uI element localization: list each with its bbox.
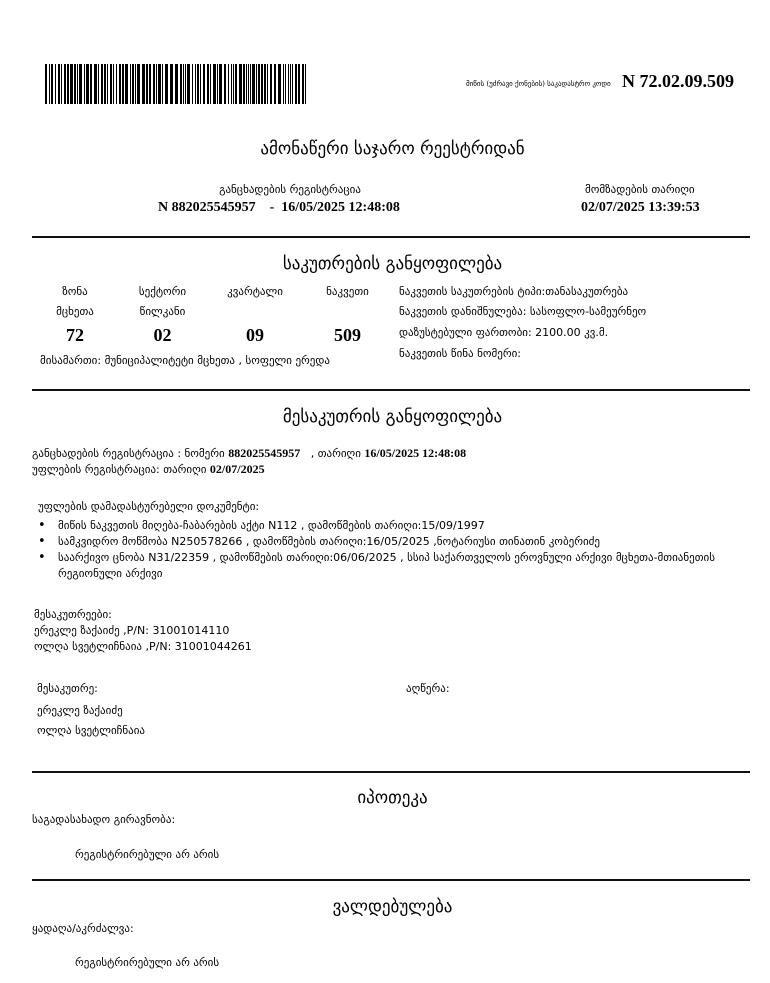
barcode-bar	[84, 64, 85, 104]
barcode-bar	[197, 64, 199, 104]
barcode-bar	[162, 64, 163, 104]
quarter-value: 09	[246, 325, 264, 345]
barcode-bar	[122, 64, 124, 104]
app-reg-prefix: განცხადების რეგისტრაცია : ნომერი	[32, 447, 225, 460]
barcode-bar	[51, 64, 53, 104]
barcode-bar	[235, 64, 237, 104]
zone-name: მცხეთა	[56, 305, 94, 318]
document-title: ამონაწერი საჯარო რეესტრიდან	[260, 139, 525, 159]
barcode-bar	[217, 64, 218, 104]
barcode-bar	[77, 64, 78, 104]
parcel-area-label: დაზუსტებული ფართობი:	[399, 326, 532, 339]
ownership-type-value: თანასაკუთრება	[545, 285, 629, 298]
quarter-label: კვარტალი	[227, 285, 283, 298]
barcode-bar	[290, 64, 291, 104]
barcode-bar	[137, 64, 140, 104]
app-reg-date-label: , თარიღი	[310, 447, 361, 460]
barcode-bar	[142, 64, 145, 104]
barcode-bar	[158, 64, 161, 104]
barcode-bar	[119, 64, 121, 104]
barcode-bar	[203, 64, 205, 104]
barcode-bar	[180, 64, 182, 104]
barcode-bar	[258, 64, 260, 104]
barcode-bar	[210, 64, 211, 104]
app-reg-date: 16/05/2025 12:48:08	[364, 446, 467, 460]
barcode-bar	[267, 64, 268, 104]
barcode-bar	[125, 64, 128, 104]
barcode-bar	[283, 64, 284, 104]
owner-section-title: მესაკუთრის განყოფილება	[282, 407, 503, 427]
barcode-bar	[288, 64, 289, 104]
barcode-bar	[305, 64, 306, 104]
barcode-bar	[246, 64, 247, 104]
barcode-bar	[224, 64, 226, 104]
ownership-type-label: ნაკვეთის საკუთრების ტიპი:	[399, 285, 546, 298]
barcode-bar	[261, 64, 263, 104]
barcode-bar	[135, 64, 136, 104]
mortgage-section-title: იპოთეკა	[357, 788, 428, 808]
barcode-bar	[86, 64, 89, 104]
barcode-bar	[248, 64, 249, 104]
barcode-bar	[256, 64, 257, 104]
parcel-area-value: 2100.00 კვ.მ.	[535, 326, 609, 339]
sector-label: სექტორი	[138, 285, 187, 298]
description-label: აღწერა:	[406, 682, 450, 695]
barcode-bar	[252, 64, 255, 104]
barcode-bar	[90, 64, 92, 104]
parcel-value: 509	[334, 325, 361, 345]
list-item: • სამკვიდრო მოწმობა N250578266 , დამოწმების თარიღი:16/05/2025 ,ნოტარიუსი თინათინ კობერიძე	[38, 534, 718, 550]
barcode-bar	[207, 64, 209, 104]
application-reg-label: განცხადების რეგისტრაცია	[219, 183, 361, 196]
parcel-area	[399, 326, 608, 339]
barcode-bar	[79, 64, 82, 104]
sector-name: წილკანი	[139, 305, 186, 318]
barcode-bar	[55, 64, 56, 104]
barcode-bar	[49, 64, 50, 104]
barcode-bar	[101, 64, 103, 104]
barcode-bar	[149, 64, 151, 104]
mortgage-subject-label: საგადასახადო გირავნობა:	[32, 813, 176, 826]
barcode-bar	[153, 64, 155, 104]
app-reg-number: 882025545957	[228, 446, 301, 460]
barcode-bar	[200, 64, 201, 104]
parcel-purpose	[399, 305, 646, 318]
barcode-bar	[67, 64, 69, 104]
barcode-bar	[170, 64, 173, 104]
owner-entry: ერეკლე ზაქაიძე ,P/N: 31001014110	[34, 624, 230, 637]
barcode-bar	[146, 64, 148, 104]
barcode-bar	[274, 64, 276, 104]
address-label: მისამართი:	[40, 354, 102, 367]
divider	[32, 771, 750, 773]
barcode-bar	[243, 64, 245, 104]
cadastral-code: N 72.02.09.509	[622, 71, 734, 91]
liability-status: რეგისტრირებული არ არის	[75, 956, 220, 969]
owner-name: ოლღა სვეტლიჩნაია	[37, 724, 146, 737]
divider	[32, 389, 750, 391]
barcode-bar	[302, 64, 304, 104]
barcode-bar	[250, 64, 251, 104]
application-registration	[32, 446, 466, 461]
barcode-bar	[298, 64, 300, 104]
barcode-bar	[233, 64, 234, 104]
barcode-bar	[264, 64, 266, 104]
divider	[32, 236, 750, 238]
documents-label: უფლების დამადასტურებელი დოკუმენტი:	[38, 500, 260, 513]
barcode-bar	[239, 64, 242, 104]
barcode-bar	[116, 64, 117, 104]
barcode-bar	[165, 64, 168, 104]
ownership-type	[399, 285, 628, 298]
parcel-label: ნაკვეთი	[326, 285, 369, 298]
parcel-purpose-value: სასოფლო-სამეურნეო	[529, 305, 647, 318]
liability-subject-label: ყადაღა/აკრძალვა:	[32, 922, 134, 935]
barcode-bar	[45, 64, 47, 104]
barcode-bar	[192, 64, 193, 104]
barcode-bar	[74, 64, 76, 104]
barcode-bar	[94, 64, 97, 104]
owner-entry: ოლღა სვეტლიჩნაია ,P/N: 31001044261	[34, 640, 252, 653]
divider	[32, 879, 750, 881]
barcode-bar	[64, 64, 66, 104]
right-registration	[32, 462, 265, 477]
barcode-bar	[175, 64, 178, 104]
barcode-bar	[228, 64, 229, 104]
barcode-bar	[58, 64, 60, 104]
barcode-bar	[70, 64, 73, 104]
barcode-bar	[292, 64, 293, 104]
barcode	[45, 64, 315, 104]
property-section-title: საკუთრების განყოფილება	[282, 254, 503, 274]
documents-list	[38, 518, 718, 582]
barcode-bar	[61, 64, 62, 104]
barcode-bar	[183, 64, 184, 104]
barcode-bar	[295, 64, 297, 104]
zone-value: 72	[66, 325, 84, 345]
barcode-bar	[270, 64, 272, 104]
barcode-bar	[132, 64, 134, 104]
cadastral-code-label: მიწის (უძრავი ქონების) საკადასტრო კოდი	[466, 80, 611, 88]
right-reg-label: უფლების რეგისტრაცია: თარიღი	[32, 463, 207, 476]
right-reg-date: 02/07/2025	[209, 462, 265, 476]
barcode-bar	[278, 64, 281, 104]
list-item: • მიწის ნაკვეთის მიღება-ჩაბარების აქტი N112 , დამოწმების თარიღი:15/09/1997	[38, 518, 718, 534]
parcel-purpose-label: ნაკვეთის დანიშნულება:	[399, 305, 527, 318]
barcode-bar	[113, 64, 114, 104]
barcode-bar	[187, 64, 190, 104]
barcode-bar	[107, 64, 108, 104]
application-reg-value: N 882025545957 - 16/05/2025 12:48:08	[158, 200, 400, 215]
owner-name: ერეკლე ზაქაიძე	[37, 704, 123, 717]
owners-label: მესაკუთრეები:	[34, 608, 112, 621]
address-value: მუნიციპალიტეტი მცხეთა , სოფელი ერედა	[104, 354, 330, 367]
barcode-bar	[219, 64, 222, 104]
preparation-date-label: მომზადების თარიღი	[585, 183, 695, 196]
address	[40, 354, 330, 367]
zone-label: ზონა	[62, 285, 88, 298]
barcode-bar	[285, 64, 286, 104]
barcode-bar	[156, 64, 157, 104]
sector-value: 02	[153, 325, 172, 345]
list-item: • საარქივო ცნობა N31/22359 , დამოწმების თარიღი:06/06/2025 , სსიპ საქართველოს ეროვნული არქივი მცხეთა-მთიანეთის რეგიონული არქივი	[38, 550, 718, 582]
mortgage-status: რეგისტრირებული არ არის	[75, 848, 220, 861]
barcode-bar	[110, 64, 112, 104]
barcode-bar	[130, 64, 131, 104]
barcode-bar	[185, 64, 186, 104]
preparation-date-value: 02/07/2025 13:39:53	[581, 200, 700, 215]
previous-number-label: ნაკვეთის წინა ნომერი:	[399, 347, 522, 360]
barcode-bar	[195, 64, 196, 104]
barcode-bar	[104, 64, 106, 104]
liability-section-title: ვალდებულება	[332, 897, 453, 917]
owner-label: მესაკუთრე:	[37, 682, 98, 695]
barcode-bar	[231, 64, 232, 104]
barcode-bar	[213, 64, 216, 104]
barcode-bar	[98, 64, 99, 104]
